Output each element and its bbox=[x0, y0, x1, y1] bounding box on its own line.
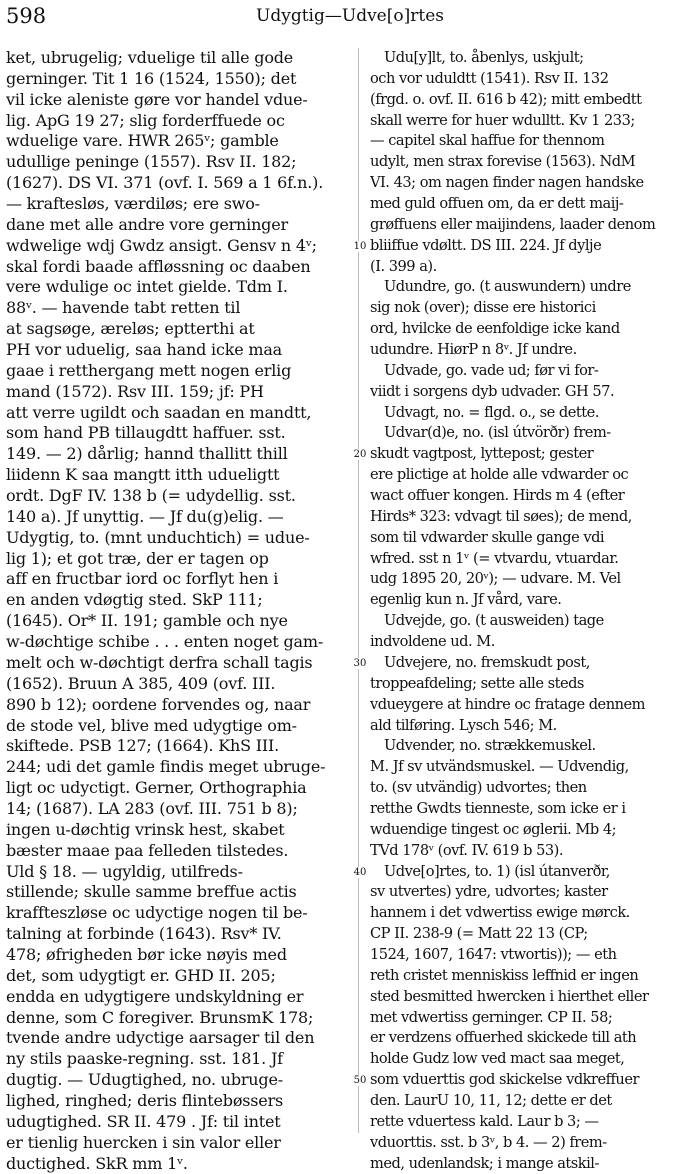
text-line: wact offuer kongen. Hirds m 4 (efter bbox=[370, 487, 625, 505]
text-line: met vdwertiss gerninger. CP II. 58; bbox=[370, 1008, 613, 1026]
running-head: Udygtig—Udve[o]rtes bbox=[256, 6, 444, 26]
text-line: er tienlig huercken i sin valor eller bbox=[6, 1132, 281, 1152]
text-line: aff en fructbar iord oc forflyt hen i bbox=[6, 569, 279, 589]
text-line: melt och w-døchtigt derfra schall tagis bbox=[6, 652, 313, 672]
text-line: w-døchtige schibe . . . enten noget gam- bbox=[6, 632, 324, 652]
text-line: som vduerttis god skickelse vdkreffuer bbox=[370, 1071, 639, 1089]
text-line: hannem i det vdwertiss ewige mørck. bbox=[370, 904, 630, 922]
text-line: troppeafdeling; sette alle steds bbox=[370, 674, 584, 692]
text-line: Udvejde, go. (t ausweiden) tage bbox=[384, 612, 604, 630]
text-line: gerninger. Tit 1 16 (1524, 1550); det bbox=[6, 68, 297, 88]
text-line: udundre. HiørP n 8ᵛ. Jf undre. bbox=[370, 341, 577, 359]
text-line: wduendige tingest oc øglerii. Mb 4; bbox=[370, 820, 617, 838]
text-line: 140 a). Jf unyttig. — Jf du(g)elig. — bbox=[6, 506, 284, 526]
text-line: endda en udygtigere undskyldning er bbox=[6, 986, 304, 1006]
text-line: och vor uduldtt (1541). Rsv II. 132 bbox=[370, 69, 609, 87]
text-line: skudt vagtpost, lyttepost; gester bbox=[370, 445, 594, 463]
text-line: VI. 43; om nagen finder nagen handske bbox=[370, 174, 644, 192]
text-line: stillende; skulle samme breffue actis bbox=[6, 882, 297, 902]
right-column bbox=[370, 48, 696, 1174]
text-line: ord, hvilcke de eenfoldige icke kand bbox=[370, 320, 620, 338]
text-line: 1524, 1607, 1647: vtwortis)); — eth bbox=[370, 945, 617, 963]
column-divider bbox=[358, 48, 359, 1133]
text-line: Hirds* 323: vdvagt til søes); de mend, bbox=[370, 507, 632, 525]
text-line: bliiffue vdøltt. DS III. 224. Jf dylje bbox=[370, 236, 602, 254]
text-line: ald tilføring. Lysch 546; M. bbox=[370, 716, 557, 734]
text-line: som hand PB tillaugdtt haffuer. sst. bbox=[6, 423, 286, 443]
text-line: PH vor uduelig, saa hand icke maa bbox=[6, 340, 283, 360]
text-line: 14; (1687). LA 283 (ovf. III. 751 b 8); bbox=[6, 798, 298, 818]
text-line: ere plictige at holde alle vdwarder oc bbox=[370, 466, 629, 484]
text-line: (1627). DS VI. 371 (ovf. I. 569 a 1 6f.n.). bbox=[6, 173, 324, 193]
line-number-marker: 10 bbox=[350, 241, 370, 252]
text-line: (1652). Bruun A 385, 409 (ovf. III. bbox=[6, 673, 276, 693]
text-line: vere wdulige oc intet gielde. Tdm I. bbox=[6, 277, 288, 297]
text-line: wduelige vare. HWR 265ᵛ; gamble bbox=[6, 131, 279, 151]
text-line: viidt i sorgens dyb udvader. GH 57. bbox=[370, 382, 615, 400]
text-line: Udvar(d)e, no. (isl útvörðr) frem- bbox=[384, 424, 611, 442]
text-line: udullige peninge (1557). Rsv II. 182; bbox=[6, 152, 297, 172]
text-line: 88ᵛ. — havende tabt retten til bbox=[6, 298, 241, 318]
text-line: det, som udygtigt er. GHD II. 205; bbox=[6, 965, 276, 985]
text-line: Uld § 18. — ugyldig, utilfreds- bbox=[6, 861, 243, 881]
text-line: de stode vel, blive med udygtige om- bbox=[6, 715, 297, 735]
text-line: talning at forbinde (1643). Rsv* IV. bbox=[6, 924, 282, 944]
text-line: reth cristet menniskiss leffnid er ingen bbox=[370, 966, 639, 984]
text-line: den. LaurU 10, 11, 12; dette er det bbox=[370, 1091, 612, 1109]
text-line: gaae i retthergang mett nogen erlig bbox=[6, 360, 292, 380]
text-line: — kraftesløs, værdiløs; ere swo- bbox=[6, 194, 260, 214]
text-line: lig 1); et got træ, der er tagen op bbox=[6, 548, 269, 568]
text-line: som til vdwarder skulle gange vdi bbox=[370, 528, 605, 546]
text-line: ket, ubrugelig; vduelige til alle gode bbox=[6, 48, 294, 67]
line-number-marker: 30 bbox=[350, 658, 370, 669]
text-line: skal fordi baade affløssning oc daaben bbox=[6, 256, 311, 276]
text-line: ordt. DgF IV. 138 b (= udydellig. sst. bbox=[6, 486, 296, 506]
line-number-marker: 40 bbox=[350, 867, 370, 878]
text-line: liidenn K saa mangtt itth udueligtt bbox=[6, 465, 280, 485]
text-line: Udygtig, to. (mnt unduchtich) = udue- bbox=[6, 527, 310, 547]
text-line: ingen u-døchtig vrinsk hest, skabet bbox=[6, 819, 285, 839]
line-number-marker: 20 bbox=[350, 449, 370, 460]
text-line: skall werre for huer wdulltt. Kv 1 233; bbox=[370, 111, 635, 129]
text-line: grøffuens eller maijindens, laader denom bbox=[370, 215, 656, 233]
text-line: dane met alle andre vore gerninger bbox=[6, 214, 288, 234]
text-line: (1645). Or* II. 191; gamble och nye bbox=[6, 611, 288, 631]
text-line: ny stils paaske-regning. sst. 181. Jf bbox=[6, 1049, 283, 1069]
text-line: sig nok (over); disse ere historici bbox=[370, 299, 596, 317]
text-line: kraffteszløse oc udyctige nogen til be- bbox=[6, 903, 308, 923]
text-line: Udundre, go. (t auswundern) undre bbox=[384, 278, 631, 296]
text-line: M. Jf sv utvändsmuskel. — Udvendig, bbox=[370, 758, 629, 776]
text-line: en anden vdøgtig sted. SkP 111; bbox=[6, 590, 263, 610]
text-line: sted besmitted hwercken i hierthet eller bbox=[370, 987, 649, 1005]
text-line: lighed, ringhed; deris flintebøssers bbox=[6, 1090, 284, 1110]
text-line: denne, som C foregiver. BrunsmK 178; bbox=[6, 1007, 314, 1027]
text-line: rette vduertess kald. Laur b 3; — bbox=[370, 1112, 599, 1130]
text-line: sv utvertes) ydre, udvortes; kaster bbox=[370, 883, 608, 901]
text-line: Udvade, go. vade ud; før vi for- bbox=[384, 361, 599, 379]
text-line: Udvejere, no. fremskudt post, bbox=[384, 653, 590, 671]
text-line: ligt oc udyctigt. Gerner, Orthographia bbox=[6, 778, 307, 798]
text-line: 244; udi det gamle findis meget ubruge- bbox=[6, 757, 326, 777]
text-line: — capitel skal haffue for thennom bbox=[370, 132, 605, 150]
line-number-marker: 50 bbox=[350, 1075, 370, 1086]
text-line: holde Gudz low ved mact saa meget, bbox=[370, 1050, 625, 1068]
text-line: lig. ApG 19 27; slig forderffuede oc bbox=[6, 110, 285, 130]
text-line: (frgd. o. ovf. II. 616 b 42); mitt embedtt bbox=[370, 90, 642, 108]
text-line: tvende andre udyctige aarsager til den bbox=[6, 1028, 315, 1048]
text-line: TVd 178ᵛ (ovf. IV. 619 b 53). bbox=[370, 841, 563, 859]
text-line: bæster maae paa felleden tilstedes. bbox=[6, 840, 289, 860]
text-line: indvoldene ud. M. bbox=[370, 633, 495, 651]
text-line: egenlig kun n. Jf vård, vare. bbox=[370, 591, 562, 609]
page-number: 598 bbox=[6, 4, 47, 28]
text-line: att verre ugildt och saadan en mandtt, bbox=[6, 402, 312, 422]
text-line: to. (sv utvändig) udvortes; then bbox=[370, 779, 587, 797]
text-line: wfred. sst n 1ᵛ (= vtvardu, vtuardar. bbox=[370, 549, 619, 567]
text-line: udg 1895 20, 20ᵛ); — udvare. M. Vel bbox=[370, 570, 621, 588]
text-line: udugtighed. SR II. 479 . Jf: til intet bbox=[6, 1111, 281, 1131]
text-line: med guld offuen om, da er dett maij- bbox=[370, 195, 624, 213]
text-line: (I. 399 a). bbox=[370, 257, 437, 275]
text-line: ductighed. SkR mm 1ᵛ. bbox=[6, 1153, 188, 1173]
text-line: vdueygere at hindre oc fratage dennem bbox=[370, 695, 645, 713]
text-line: wdwelige wdj Gwdz ansigt. Gensv n 4ᵛ; bbox=[6, 235, 317, 255]
text-line: vil icke aleniste gøre vor handel vdue- bbox=[6, 89, 308, 109]
text-line: dugtig. — Udugtighed, no. ubruge- bbox=[6, 1070, 283, 1090]
text-line: 890 b 12); oordene forvendes og, naar bbox=[6, 694, 311, 714]
text-line: CP II. 238-9 (= Matt 22 13 (CP; bbox=[370, 925, 588, 943]
text-line: retthe Gwdts tienneste, som icke er i bbox=[370, 799, 626, 817]
text-line: Udu[y]lt, to. åbenlys, uskjult; bbox=[384, 49, 584, 66]
text-line: Udvagt, no. = flgd. o., se dette. bbox=[384, 403, 599, 421]
left-column bbox=[6, 48, 346, 1174]
text-line: 149. — 2) dårlig; hannd thallitt thill bbox=[6, 444, 288, 464]
page-header bbox=[6, 4, 694, 30]
text-line: at sagsøge, æreløs; eptterthi at bbox=[6, 319, 255, 339]
text-line: 478; øfrigheden bør icke nøyis med bbox=[6, 944, 287, 964]
text-line: Udvender, no. strækkemuskel. bbox=[384, 737, 596, 755]
text-line: vduorttis. sst. b 3ᵛ, b 4. — 2) frem- bbox=[370, 1133, 607, 1151]
text-line: med, udenlandsk; i mange atskil- bbox=[370, 1154, 599, 1172]
text-line: mand (1572). Rsv III. 159; jf: PH bbox=[6, 381, 264, 401]
text-line: Udve[o]rtes, to. 1) (isl útanverðr, bbox=[384, 862, 610, 880]
text-line: udylt, men strax forevise (1563). NdM bbox=[370, 153, 636, 171]
text-line: er verdzens offuerhed skickede till ath bbox=[370, 1029, 637, 1047]
text-line: skiftede. PSB 127; (1664). KhS III. bbox=[6, 736, 280, 756]
